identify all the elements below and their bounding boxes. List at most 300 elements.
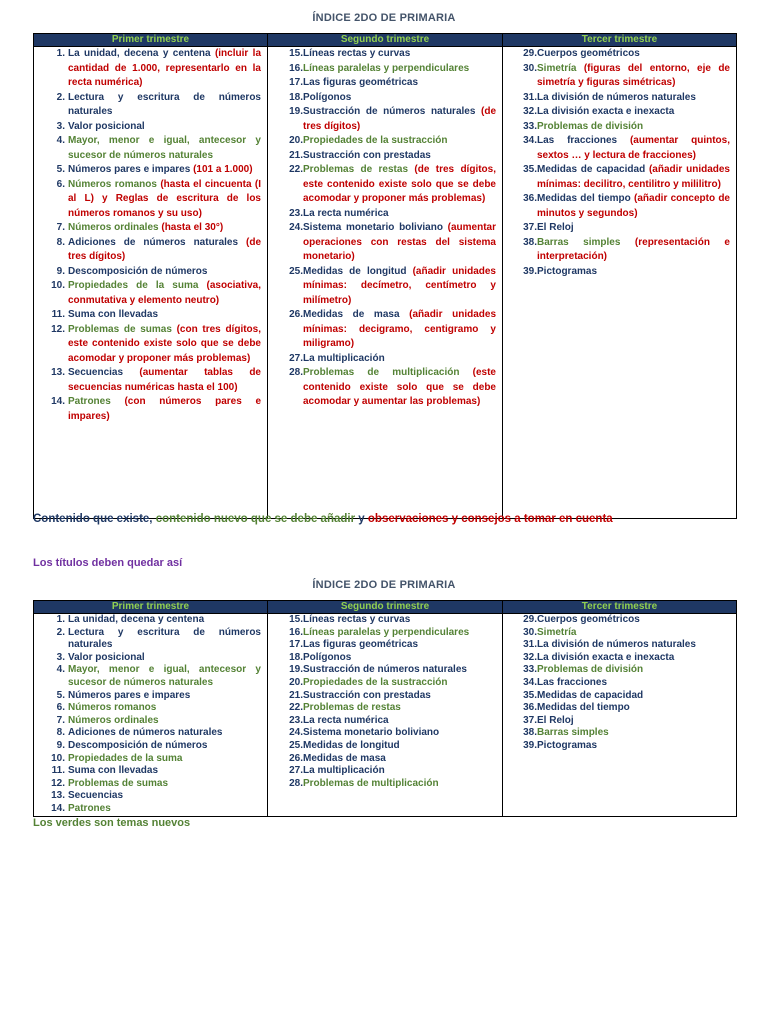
topic-text-segment: Medidas de capacidad: [537, 689, 644, 701]
topic-text-segment: Las figuras geométricas: [303, 77, 419, 88]
list-item: [503, 639, 736, 652]
topic-text-segment: Patrones: [68, 396, 125, 407]
topic-text-segment: Sustracción con prestadas: [303, 149, 431, 161]
list-item: [503, 192, 736, 221]
item-number: 1.: [56, 48, 65, 59]
item-number: 11.: [51, 309, 65, 320]
list-item: [503, 221, 736, 236]
column-header: Primer trimestre: [34, 34, 268, 47]
item-number: 27.: [289, 765, 303, 777]
item-text: [68, 120, 267, 135]
list-item: [34, 753, 267, 766]
item-text: [303, 352, 502, 367]
item-number: 23.: [289, 714, 303, 726]
legend-new: contenido nuevo que se debe añadir: [155, 513, 356, 525]
item-number: 32.: [523, 106, 537, 117]
topic-text-segment: Medidas de masa: [303, 752, 386, 764]
item-text: [537, 91, 736, 106]
item-text: [303, 91, 502, 106]
list-item: [34, 265, 267, 280]
item-text: [68, 614, 267, 627]
item-number: 23.: [289, 207, 303, 219]
content-row: [34, 47, 737, 519]
list-item: [503, 265, 736, 280]
topic-text-segment: Problemas de división: [537, 120, 644, 132]
footnote: Los verdes son temas nuevos: [33, 817, 191, 829]
item-number: 31.: [523, 639, 537, 651]
item-text: [68, 778, 267, 791]
list-item: [268, 366, 502, 410]
item-text: [68, 803, 267, 816]
topic-text-segment: Sustracción de números naturales: [303, 106, 481, 117]
item-number: 9.: [56, 265, 65, 277]
item-text: [303, 727, 502, 740]
item-text: [303, 765, 502, 778]
topic-text-segment: Suma con llevadas: [68, 765, 159, 777]
item-number: 34.: [523, 135, 537, 146]
item-text: [68, 91, 267, 120]
item-text: [537, 627, 736, 640]
list-item: [503, 627, 736, 640]
item-number: 29.: [523, 48, 537, 59]
item-text: [68, 753, 267, 766]
list-item: [34, 702, 267, 715]
item-text: [303, 47, 502, 62]
topic-text-segment: Líneas paralelas y perpendiculares: [303, 62, 470, 74]
item-number: 2.: [56, 626, 65, 638]
item-text: [68, 765, 267, 778]
list-item: [34, 47, 267, 91]
topic-list: [34, 47, 267, 424]
item-number: 4.: [56, 135, 65, 146]
topic-text-segment: Números ordinales: [68, 222, 162, 233]
topic-text-segment: Problemas de sumas: [68, 777, 169, 789]
column-header: Primer trimestre: [34, 601, 268, 614]
item-number: 19.: [289, 664, 303, 676]
list-item: [34, 91, 267, 120]
third-term-column: [503, 614, 737, 817]
item-number: 17.: [289, 77, 303, 88]
item-text: [303, 639, 502, 652]
item-text: [537, 163, 736, 192]
list-item: [34, 178, 267, 222]
list-item: [34, 715, 267, 728]
topic-text-segment: La multiplicación: [303, 352, 385, 364]
topic-text-segment: (101 a 1.000): [193, 164, 253, 175]
list-item: [268, 308, 502, 352]
topic-text-segment: El Reloj: [537, 714, 574, 726]
item-text: [537, 664, 736, 677]
topic-text-segment: (figuras del entorno, eje de simetría y figuras simétricas): [537, 62, 730, 88]
item-number: 7.: [56, 222, 65, 233]
list-item: [268, 76, 502, 91]
topic-text-segment: Medidas de longitud: [303, 265, 413, 277]
item-number: 36.: [523, 193, 537, 204]
topic-text-segment: (aumentar tablas de secuencias numéricas hasta el 100): [68, 367, 261, 393]
item-number: 13.: [51, 367, 65, 378]
list-item: [268, 715, 502, 728]
topic-text-segment: (este contenido existe solo que se debe acomodar y aumentar las problemas): [303, 367, 496, 407]
item-text: [537, 690, 736, 703]
list-item: [268, 753, 502, 766]
item-text: [537, 265, 736, 280]
item-text: [303, 690, 502, 703]
item-text: [68, 652, 267, 665]
item-number: 26.: [289, 309, 303, 320]
topic-text-segment: (añadir concepto de minutos y segundos): [537, 193, 730, 219]
item-text: [68, 279, 267, 308]
item-number: 16.: [289, 626, 303, 638]
item-number: 11.: [51, 765, 65, 777]
item-text: [303, 163, 502, 207]
topic-text-segment: Simetría: [537, 62, 584, 74]
list-item: [34, 308, 267, 323]
topic-text-segment: (aumentar operaciones con restas del sistema monetario): [303, 222, 496, 262]
item-number: 5.: [56, 689, 65, 701]
list-item: [268, 664, 502, 677]
topic-text-segment: (representación e interpretación): [537, 236, 730, 262]
list-item: [503, 120, 736, 135]
list-item: [268, 47, 502, 62]
item-number: 35.: [523, 689, 537, 701]
item-text: [68, 47, 267, 91]
list-item: [34, 395, 267, 424]
item-text: [303, 62, 502, 77]
topic-text-segment: Problemas de restas: [303, 702, 401, 714]
list-item: [503, 163, 736, 192]
topic-text-segment: Problemas de división: [537, 664, 644, 676]
topic-text-segment: Sustracción con prestadas: [303, 689, 431, 701]
topic-text-segment: La división exacta e inexacta: [537, 106, 675, 117]
topic-text-segment: Problemas de sumas: [68, 323, 177, 335]
item-number: 6.: [56, 178, 65, 190]
item-number: 12.: [51, 323, 65, 335]
topic-text-segment: Las figuras geométricas: [303, 639, 419, 651]
item-text: [68, 308, 267, 323]
item-number: 3.: [56, 120, 65, 132]
topic-text-segment: (añadir unidades mínimas: decímetro, centímetro y milímetro): [303, 265, 496, 306]
item-number: 38.: [523, 727, 537, 739]
topic-text-segment: Problemas de multiplicación: [303, 777, 439, 789]
topic-text-segment: Medidas de masa: [303, 309, 410, 320]
item-text: [537, 740, 736, 753]
list-item: [503, 702, 736, 715]
topic-text-segment: Líneas rectas y curvas: [303, 48, 411, 59]
list-item: [34, 323, 267, 367]
list-item: [503, 236, 736, 265]
topic-text-segment: Propiedades de la suma: [68, 752, 183, 764]
item-text: [68, 627, 267, 652]
item-number: 3.: [56, 651, 65, 663]
topic-text-segment: Medidas de capacidad: [537, 164, 649, 175]
topic-text-segment: (incluir la cantidad de 1.000, representarlo en la recta numérica): [68, 48, 262, 88]
list-item: [268, 163, 502, 207]
list-item: [34, 790, 267, 803]
topic-text-segment: Lectura y escritura de números naturales: [68, 91, 261, 117]
item-number: 39.: [523, 739, 537, 751]
item-text: [68, 395, 267, 424]
item-number: 25.: [289, 739, 303, 751]
list-item: [268, 639, 502, 652]
list-item: [34, 778, 267, 791]
item-number: 25.: [289, 265, 303, 277]
item-text: [303, 778, 502, 791]
topic-text-segment: Simetría: [537, 626, 577, 638]
topic-text-segment: Descomposición de números: [68, 739, 208, 751]
item-text: [303, 149, 502, 164]
topic-text-segment: Líneas rectas y curvas: [303, 614, 411, 625]
item-text: [537, 221, 736, 236]
item-number: 33.: [523, 120, 537, 132]
item-text: [537, 192, 736, 221]
topic-text-segment: Adiciones de números naturales: [68, 236, 246, 248]
topic-text-segment: Pictogramas: [537, 739, 598, 751]
topic-text-segment: Suma con llevadas: [68, 309, 159, 320]
item-text: [303, 366, 502, 410]
item-text: [68, 664, 267, 689]
topic-list: [268, 47, 502, 410]
topic-text-segment: Las fracciones: [537, 135, 630, 146]
item-text: [68, 236, 267, 265]
item-number: 20.: [289, 135, 303, 146]
item-text: [537, 62, 736, 91]
item-text: [68, 366, 267, 395]
topic-text-segment: Números romanos: [68, 178, 161, 190]
topic-text-segment: (añadir unidades mínimas: decilitro, centilitro y mililitro): [537, 164, 730, 190]
list-item: [503, 677, 736, 690]
column-header: Tercer trimestre: [503, 34, 737, 47]
item-number: 8.: [56, 236, 65, 248]
list-item: [268, 677, 502, 690]
item-text: [537, 105, 736, 120]
column-header: Tercer trimestre: [503, 601, 737, 614]
item-number: 30.: [523, 62, 537, 74]
item-number: 12.: [51, 777, 65, 789]
topic-text-segment: (añadir unidades mínimas: decigramo, centigramo y miligramo): [303, 309, 497, 349]
item-number: 17.: [289, 639, 303, 651]
item-text: [303, 76, 502, 91]
item-text: [303, 715, 502, 728]
item-text: [303, 652, 502, 665]
item-text: [303, 221, 502, 265]
topic-text-segment: (de tres dígitos): [68, 236, 261, 262]
list-item: [34, 279, 267, 308]
item-text: [68, 727, 267, 740]
topic-text-segment: La división de números naturales: [537, 639, 696, 651]
item-number: 5.: [56, 164, 65, 175]
list-item: [268, 221, 502, 265]
item-text: [68, 715, 267, 728]
list-item: [34, 221, 267, 236]
topic-text-segment: Barras simples: [537, 236, 635, 248]
topic-text-segment: Medidas del tiempo: [537, 193, 635, 204]
topic-text-segment: Polígonos: [303, 91, 352, 103]
list-item: [34, 614, 267, 627]
topic-text-segment: Lectura y escritura de números naturales: [68, 626, 261, 651]
item-number: 7.: [56, 714, 65, 726]
item-number: 37.: [523, 714, 537, 726]
topic-text-segment: Medidas de longitud: [303, 739, 400, 751]
topic-text-segment: Números pares e impares: [68, 689, 191, 701]
item-text: [68, 178, 267, 222]
item-text: [303, 753, 502, 766]
item-text: [68, 740, 267, 753]
list-item: [34, 765, 267, 778]
item-text: [537, 727, 736, 740]
topic-text-segment: Polígonos: [303, 651, 352, 663]
header-row: [34, 601, 737, 614]
topic-text-segment: (hasta el 30°): [161, 222, 224, 233]
item-number: 26.: [289, 752, 303, 764]
item-number: 21.: [289, 689, 303, 701]
item-number: 27.: [289, 352, 303, 364]
list-item: [268, 727, 502, 740]
subheading: Los títulos deben quedar así: [33, 557, 183, 569]
item-number: 15.: [289, 614, 303, 625]
item-text: [303, 664, 502, 677]
list-item: [268, 652, 502, 665]
item-text: [303, 740, 502, 753]
item-number: 22.: [289, 164, 303, 175]
detailed-index-table: [33, 33, 737, 519]
list-item: [503, 652, 736, 665]
topic-text-segment: Mayor, menor e igual, antecesor y sucesor de números naturales: [68, 135, 261, 161]
list-item: [503, 715, 736, 728]
list-item: [268, 690, 502, 703]
list-item: [34, 803, 267, 816]
item-text: [537, 639, 736, 652]
item-text: [537, 614, 736, 627]
list-item: [503, 740, 736, 753]
item-text: [537, 677, 736, 690]
second-term-column: [268, 614, 503, 817]
list-item: [503, 47, 736, 62]
topic-list: [503, 47, 736, 279]
item-number: 29.: [523, 614, 537, 625]
list-item: [34, 664, 267, 689]
item-number: 4.: [56, 664, 65, 676]
list-item: [503, 690, 736, 703]
content-row: [34, 614, 737, 817]
topic-text-segment: Propiedades de la suma: [68, 280, 207, 291]
color-legend: [33, 513, 613, 525]
topic-text-segment: Sustracción de números naturales: [303, 664, 467, 676]
item-number: 36.: [523, 702, 537, 714]
list-item: [34, 120, 267, 135]
legend-existing: Contenido que existe,: [33, 513, 153, 525]
list-item: [268, 352, 502, 367]
topic-text-segment: (asociativa, conmutativa y elemento neutro): [68, 280, 261, 306]
document-title: ÍNDICE 2DO DE PRIMARIA: [312, 12, 456, 24]
topic-text-segment: Sistema monetario boliviano: [303, 222, 448, 233]
item-text: [537, 715, 736, 728]
item-text: [68, 134, 267, 163]
item-text: [303, 627, 502, 640]
item-text: [68, 221, 267, 236]
item-text: [303, 134, 502, 149]
topic-text-segment: Descomposición de números: [68, 265, 208, 277]
final-index-table: [33, 600, 737, 817]
list-item: [268, 149, 502, 164]
column-header: Segundo trimestre: [268, 601, 503, 614]
list-item: [34, 727, 267, 740]
list-item: [34, 690, 267, 703]
column-header: Segundo trimestre: [268, 34, 503, 47]
topic-text-segment: La división exacta e inexacta: [537, 651, 675, 663]
list-item: [34, 652, 267, 665]
item-number: 34.: [523, 676, 537, 688]
item-number: 24.: [289, 727, 303, 739]
list-item: [268, 62, 502, 77]
list-item: [268, 778, 502, 791]
list-item: [34, 163, 267, 178]
first-term-column: [34, 47, 268, 519]
item-text: [68, 323, 267, 367]
item-text: [537, 120, 736, 135]
item-number: 8.: [56, 727, 65, 739]
topic-text-segment: Problemas de restas: [303, 164, 415, 175]
item-number: 39.: [523, 265, 537, 277]
item-number: 28.: [289, 777, 303, 789]
first-term-column: [34, 614, 268, 817]
list-item: [503, 91, 736, 106]
item-number: 22.: [289, 702, 303, 714]
topic-text-segment: (con tres dígitos, este contenido existe solo que se debe acomodar y proponer más problemas): [68, 323, 261, 364]
topic-text-segment: Valor posicional: [68, 120, 145, 132]
topic-text-segment: La recta numérica: [303, 207, 389, 219]
list-item: [268, 105, 502, 134]
topic-text-segment: La multiplicación: [303, 765, 385, 777]
topic-text-segment: Sistema monetario boliviano: [303, 727, 440, 739]
third-term-column: [503, 47, 737, 519]
item-text: [68, 690, 267, 703]
list-item: [268, 265, 502, 309]
legend-notes: observaciones y consejos a tomar en cuenta: [367, 513, 613, 525]
list-item: [268, 702, 502, 715]
list-item: [268, 134, 502, 149]
item-number: 16.: [289, 62, 303, 74]
item-text: [537, 236, 736, 265]
topic-list: [34, 614, 267, 816]
item-text: [303, 265, 502, 309]
item-number: 18.: [289, 651, 303, 663]
item-text: [68, 702, 267, 715]
topic-text-segment: Las fracciones: [537, 676, 608, 688]
topic-text-segment: Propiedades de la sustracción: [303, 135, 448, 146]
item-number: 37.: [523, 222, 537, 233]
header-row: [34, 34, 737, 47]
item-number: 18.: [289, 91, 303, 103]
topic-text-segment: Números romanos: [68, 702, 157, 714]
topic-list: [268, 614, 502, 790]
item-number: 14.: [51, 802, 65, 814]
topic-list: [503, 614, 736, 753]
item-number: 32.: [523, 651, 537, 663]
topic-text-segment: Pictogramas: [537, 265, 598, 277]
item-number: 35.: [523, 164, 537, 175]
list-item: [34, 740, 267, 753]
list-item: [268, 627, 502, 640]
item-number: 10.: [51, 752, 65, 764]
item-number: 24.: [289, 222, 303, 233]
topic-text-segment: (de tres dígitos, este contenido existe solo que se debe acomodar y proponer más problemas): [303, 164, 497, 204]
list-item: [503, 134, 736, 163]
topic-text-segment: Adiciones de números naturales: [68, 727, 223, 739]
topic-text-segment: Mayor, menor e igual, antecesor y sucesor de números naturales: [68, 664, 261, 688]
item-text: [537, 702, 736, 715]
topic-text-segment: (aumentar quintos, sextos … y lectura de fracciones): [537, 135, 730, 161]
item-number: 13.: [51, 790, 65, 802]
